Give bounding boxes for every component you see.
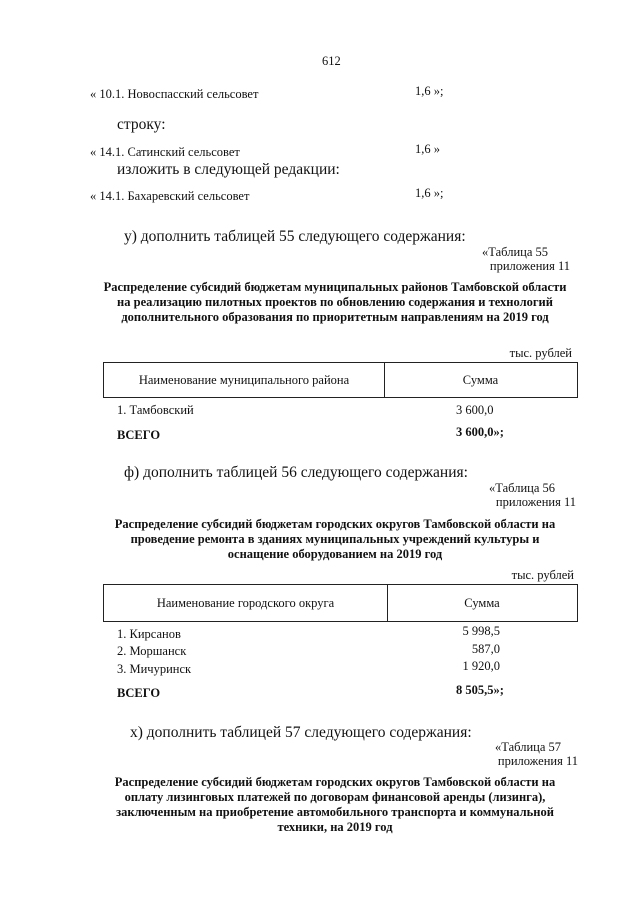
section-f-row-1-value: 5 998,5 [462, 624, 500, 638]
section-f-row-1-name: 1. Кирсанов [117, 627, 181, 641]
section-u-intro: у) дополнить таблицей 55 следующего содержания: [124, 228, 466, 245]
section-u-appendix-ref: приложения 11 [489, 259, 570, 273]
section-f-row-3-value: 1 920,0 [462, 659, 500, 673]
section-f-total-label: ВСЕГО [117, 686, 161, 700]
section-kh-table-ref: «Таблица 57 [495, 740, 561, 754]
novospassky-value: 1,6 »; [415, 84, 444, 98]
section-kh-title: Распределение субсидий бюджетам городских округов Тамбовской области на оплату лизинговых платежей по договорам финансовой аренды (лизинга), заключенным на приобретение автомобильного транспорта и коммунальной техники, на 2019 год [114, 775, 556, 834]
satinsky-value: 1,6 » [415, 142, 440, 156]
bakharevsky-value: 1,6 »; [415, 186, 444, 200]
section-f-row-2-name: 2. Моршанск [117, 644, 187, 658]
section-f-row-2-value: 587,0 [471, 642, 500, 656]
section-f-total-value: 8 505,5»; [456, 683, 504, 697]
section-u-title: Распределение субсидий бюджетам муниципальных районов Тамбовской области на реализацию пилотных проектов по обновлению содержания и технологий дополнительного образования по приоритетным направлениям на 2019 год [103, 280, 567, 324]
section-f-table-header [103, 584, 578, 622]
section-u-table-ref: «Таблица 55 [482, 245, 548, 259]
page-number: 612 [322, 54, 341, 68]
section-f-title: Распределение субсидий бюджетам городских округов Тамбовской области на проведение ремонта в зданиях муниципальных учреждений культуры и оснащение оборудованием на 2019 год [114, 517, 556, 561]
section-f-units: тыс. рублей [511, 568, 574, 582]
section-f-appendix-ref: приложения 11 [495, 495, 576, 509]
section-u-units: тыс. рублей [509, 346, 572, 360]
stroku-text: строку: [117, 116, 166, 133]
novospassky-label: « 10.1. Новоспасский сельсовет [90, 87, 259, 101]
section-f-intro: ф) дополнить таблицей 56 следующего содержания: [124, 464, 468, 481]
section-f-col-name: Наименование городского округа [156, 595, 335, 610]
section-u-total-value: 3 600,0»; [456, 425, 504, 439]
section-f-table-ref: «Таблица 56 [489, 481, 555, 495]
section-kh-appendix-ref: приложения 11 [497, 754, 578, 768]
satinsky-label: « 14.1. Сатинский сельсовет [90, 145, 240, 159]
section-u-row-name: 1. Тамбовский [117, 403, 194, 417]
izlozhit-text: изложить в следующей редакции: [117, 161, 340, 178]
section-u-table-header [103, 362, 578, 398]
bakharevsky-label: « 14.1. Бахаревский сельсовет [90, 189, 250, 203]
section-f-col-sum: Сумма [464, 595, 500, 610]
section-u-total-label: ВСЕГО [117, 428, 161, 442]
section-u-col-sum: Сумма [462, 372, 499, 387]
section-f-row-3-name: 3. Мичуринск [117, 662, 192, 676]
section-kh-intro: х) дополнить таблицей 57 следующего содержания: [130, 724, 472, 741]
section-u-row-value: 3 600,0 [456, 403, 494, 417]
section-u-col-name: Наименование муниципального района [138, 372, 350, 387]
